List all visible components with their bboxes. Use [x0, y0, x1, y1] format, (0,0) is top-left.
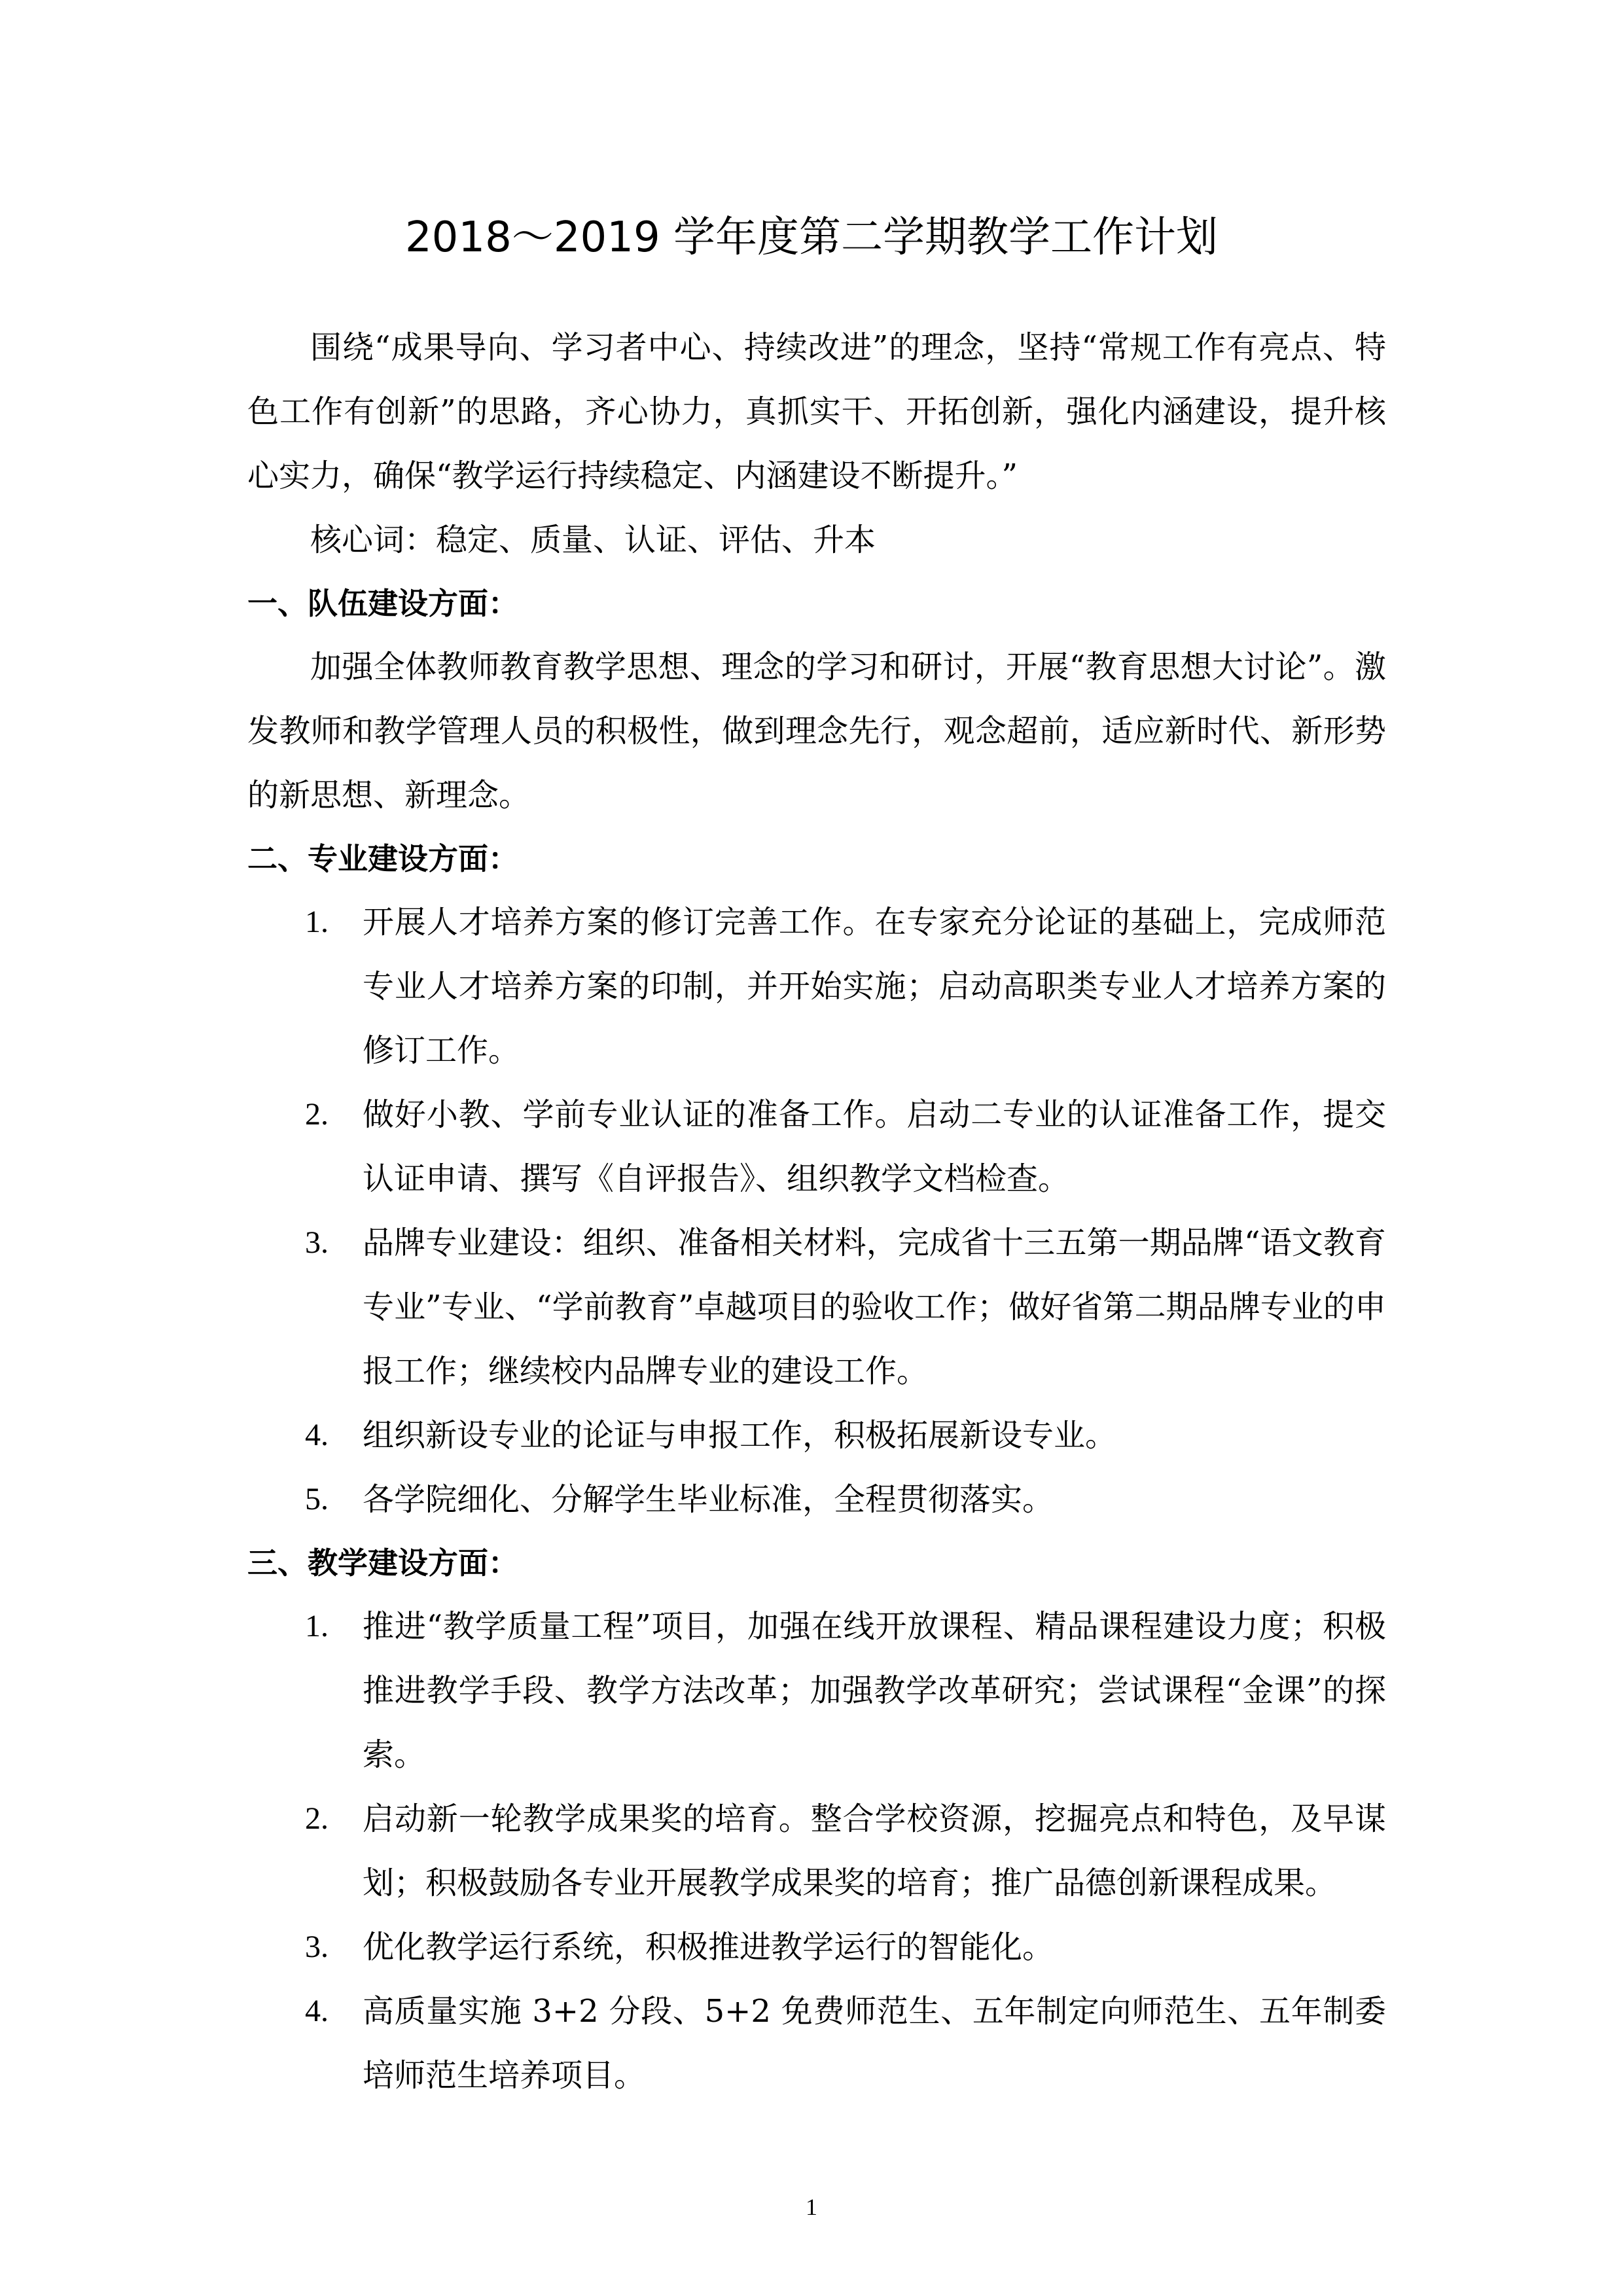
list-number: 4. — [305, 1418, 329, 1452]
intro-paragraph: 围绕“成果导向、学习者中心、持续改进”的理念，坚持“常规工作有亮点、特色工作有创新”的思路，齐心协力，真抓实干、开拓创新，强化内涵建设，提升核心实力，确保“教学运行持续稳定、内涵建设不断提升。” — [247, 329, 1386, 494]
list-number: 2. — [305, 1097, 329, 1132]
list-item — [247, 1211, 1386, 1403]
list-number: 2. — [305, 1801, 329, 1836]
list-item — [247, 1915, 1386, 1979]
list-text: 做好小教、学前专业认证的准备工作。启动二专业的认证准备工作，提交认证申请、撰写《自评报告》、组织教学文档检查。 — [363, 1096, 1386, 1197]
list-item — [247, 1594, 1386, 1787]
list-text: 品牌专业建设：组织、准备相关材料，完成省十三五第一期品牌“语文教育专业”专业、“学前教育”卓越项目的验收工作；做好省第二期品牌专业的申报工作；继续校内品牌专业的建设工作。 — [363, 1225, 1386, 1390]
list-text: 启动新一轮教学成果奖的培育。整合学校资源，挖掘亮点和特色，及早谋划；积极鼓励各专业开展教学成果奖的培育；推广品德创新课程成果。 — [363, 1801, 1386, 1901]
list-number: 1. — [305, 905, 329, 939]
section-team-paragraph: 加强全体教师教育教学思想、理念的学习和研讨，开展“教育思想大讨论”。激发教师和教学管理人员的积极性，做到理念先行，观念超前，适应新时代、新形势的新思想、新理念。 — [247, 649, 1386, 814]
section-heading-teaching: 三、教学建设方面： — [247, 1545, 518, 1581]
list-item — [247, 1979, 1386, 2108]
list-number: 5. — [305, 1482, 329, 1516]
list-item — [247, 1787, 1386, 1915]
list-number: 1. — [305, 1609, 329, 1643]
list-item — [247, 1083, 1386, 1211]
section-heading-major: 二、专业建设方面： — [247, 841, 518, 876]
list-item — [247, 1403, 1386, 1467]
list-item — [247, 890, 1386, 1083]
list-text: 开展人才培养方案的修订完善工作。在专家充分论证的基础上，完成师范专业人才培养方案的印制，并开始实施；启动高职类专业人才培养方案的修订工作。 — [363, 904, 1386, 1069]
document-title: 2018～2019 学年度第二学期教学工作计划 — [404, 213, 1219, 262]
list-text: 推进“教学质量工程”项目，加强在线开放课程、精品课程建设力度；积极推进教学手段、教学方法改革；加强教学改革研究；尝试课程“金课”的探索。 — [363, 1608, 1386, 1773]
list-number: 4. — [305, 1994, 329, 2028]
list-text: 高质量实施 3+2 分段、5+2 免费师范生、五年制定向师范生、五年制委培师范生培养项目。 — [363, 1993, 1386, 2094]
section-heading-team: 一、队伍建设方面： — [247, 586, 518, 621]
list-text: 各学院细化、分解学生毕业标准，全程贯彻落实。 — [363, 1481, 1054, 1518]
list-number: 3. — [305, 1929, 329, 1964]
list-text: 优化教学运行系统，积极推进教学运行的智能化。 — [363, 1929, 1054, 1965]
keywords-line: 核心词：稳定、质量、认证、评估、升本 — [310, 522, 876, 558]
page-number: 1 — [806, 2194, 817, 2220]
document-body — [247, 315, 1386, 2108]
list-item — [247, 1467, 1386, 1532]
list-text: 组织新设专业的论证与申报工作，积极拓展新设专业。 — [363, 1417, 1117, 1454]
major-list — [247, 890, 1386, 1532]
teaching-list — [247, 1594, 1386, 2108]
list-number: 3. — [305, 1225, 329, 1260]
